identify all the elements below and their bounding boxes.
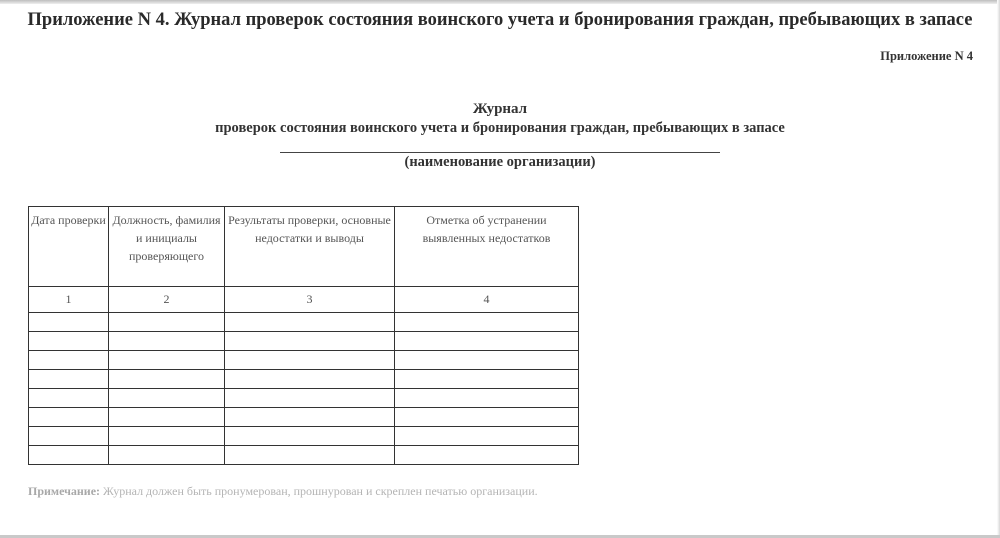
table-cell — [395, 313, 579, 332]
table-cell — [109, 370, 225, 389]
table-row — [29, 351, 579, 370]
table-cell — [395, 389, 579, 408]
table-cell — [395, 408, 579, 427]
top-border — [0, 0, 1000, 4]
table-cell — [225, 370, 395, 389]
table-row — [29, 389, 579, 408]
table-cell — [29, 446, 109, 465]
table-cell — [225, 427, 395, 446]
table-cell — [395, 370, 579, 389]
column-number: 4 — [395, 287, 579, 313]
footnote — [28, 484, 538, 499]
page-title: Приложение N 4. Журнал проверок состояния воинского учета и бронирования граждан, пребывающих в запасе — [27, 10, 973, 30]
table-cell — [29, 351, 109, 370]
table-cell — [109, 389, 225, 408]
table-row — [29, 408, 579, 427]
table-cell — [109, 332, 225, 351]
footnote-label: Примечание: — [28, 484, 101, 498]
table-cell — [225, 389, 395, 408]
organization-caption: (наименование организации) — [404, 154, 596, 170]
table-cell — [29, 332, 109, 351]
table-cell — [29, 313, 109, 332]
table-cell — [29, 389, 109, 408]
column-number: 1 — [29, 287, 109, 313]
table-cell — [29, 427, 109, 446]
table-row — [29, 427, 579, 446]
table-cell — [29, 370, 109, 389]
column-number-row — [29, 287, 579, 313]
table-header-row — [29, 207, 579, 287]
footnote-text: Журнал должен быть пронумерован, прошнурован и скреплен печатью организации. — [100, 484, 538, 498]
table-cell — [225, 332, 395, 351]
table-cell — [225, 351, 395, 370]
appendix-label: Приложение N 4 — [880, 49, 973, 63]
table-cell — [395, 427, 579, 446]
table-cell — [29, 408, 109, 427]
table-cell — [225, 313, 395, 332]
table-cell — [109, 351, 225, 370]
table-row — [29, 446, 579, 465]
table-cell — [395, 332, 579, 351]
table-cell — [109, 446, 225, 465]
table-cell — [225, 446, 395, 465]
table-cell — [395, 446, 579, 465]
table-row — [29, 313, 579, 332]
table-cell — [395, 351, 579, 370]
header-inspector: Должность, фамилия и инициалы проверяющего — [109, 207, 225, 287]
journal-subtitle: проверок состояния воинского учета и бронирования граждан, пребывающих в запасе — [215, 120, 785, 136]
header-date: Дата проверки — [29, 207, 109, 287]
journal-title: Журнал — [472, 101, 528, 117]
table-cell — [225, 408, 395, 427]
table-row — [29, 332, 579, 351]
table-row — [29, 370, 579, 389]
organization-name-line — [280, 152, 720, 153]
table-cell — [109, 427, 225, 446]
column-number: 2 — [109, 287, 225, 313]
table-cell — [109, 313, 225, 332]
header-correction: Отметка об устранении выявленных недостатков — [395, 207, 579, 287]
journal-table — [28, 206, 579, 465]
column-number: 3 — [225, 287, 395, 313]
header-results: Результаты проверки, основные недостатки и выводы — [225, 207, 395, 287]
table-cell — [109, 408, 225, 427]
